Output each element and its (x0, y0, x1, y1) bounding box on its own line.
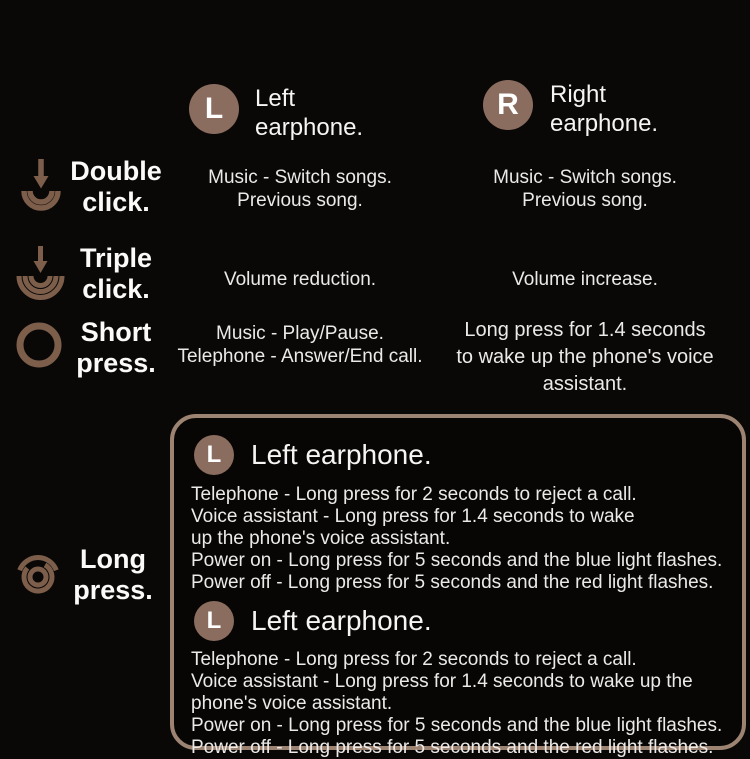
box-section1-title: Left earphone. (251, 439, 432, 470)
left-earphone-badge: L (189, 84, 239, 134)
triple-click-right-cell: Volume increase. (512, 269, 658, 290)
box-section2-title: Left earphone. (251, 605, 432, 636)
short-press-left-cell: Music - Play/Pause. Telephone - Answer/End call. (177, 323, 423, 367)
long-press-box (170, 414, 746, 758)
short-press-icon (16, 322, 62, 368)
box-section1-badge: L (194, 435, 234, 475)
box-section2-body: Telephone - Long press for 2 seconds to reject a call. Voice assistant - Long press for 1.4 seconds to wake up the phone's voice assistant. Power on - Long press for 5 seconds and the blue light flashes. Power off - Long press for 5 seconds and the red light flashes. (191, 649, 723, 758)
box-section1-body: Telephone - Long press for 2 seconds to reject a call. Voice assistant - Long press for 1.4 seconds to wake up the phone's voice assistant. Power on - Long press for 5 seconds and the blue light flashes. Power off - Long press for 5 seconds and the red light flashes. (191, 484, 723, 593)
double-click-icon (19, 157, 63, 217)
long-press-icon (15, 552, 61, 600)
short-press-label: Short press. (76, 317, 156, 378)
right-earphone-title: Right earphone. (550, 81, 659, 137)
right-earphone-badge: R (483, 80, 533, 130)
box-section2-badge: L (194, 601, 234, 641)
triple-click-icon (13, 244, 68, 304)
long-press-label: Long press. (73, 544, 153, 605)
double-click-right-cell: Music - Switch songs. Previous song. (493, 167, 677, 211)
triple-click-left-cell: Volume reduction. (223, 269, 377, 290)
double-click-label: Double click. (70, 156, 162, 217)
triple-click-label: Triple click. (79, 243, 153, 304)
double-click-left-cell: Music - Switch songs. Previous song. (208, 167, 392, 211)
left-earphone-title: Left earphone. (255, 85, 364, 141)
short-press-right-cell: Long press for 1.4 seconds to wake up the phone's voice assistant. (456, 319, 714, 395)
